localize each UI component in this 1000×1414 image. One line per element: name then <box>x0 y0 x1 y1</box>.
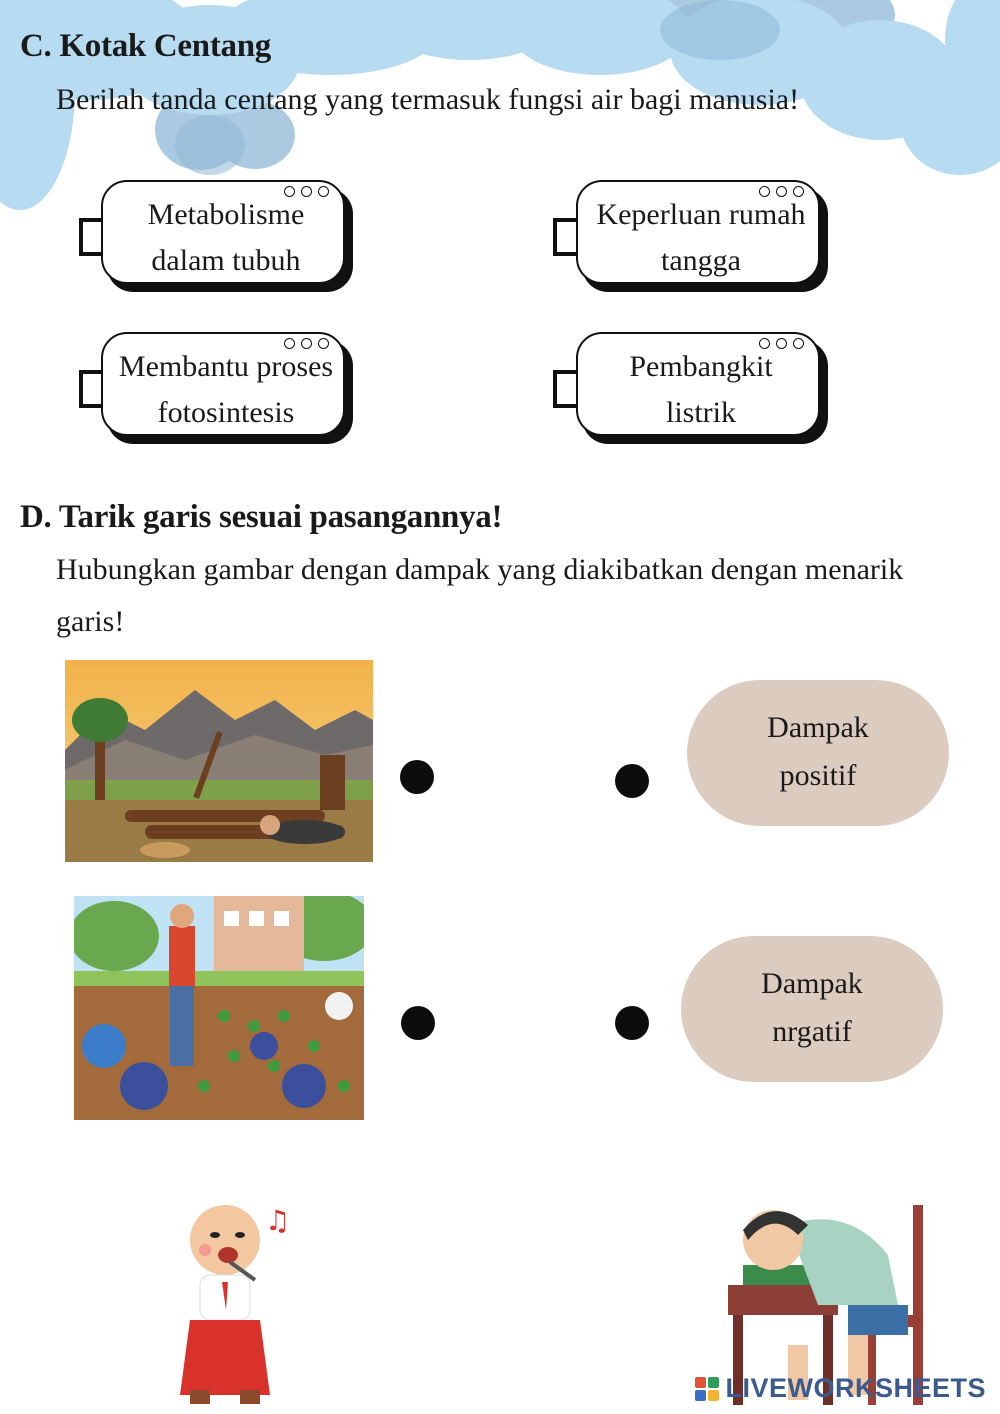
section-d-instruction-line1: Hubungkan gambar dengan dampak yang diakibatkan dengan menarik <box>56 553 904 586</box>
option-3-line1: Membantu proses <box>118 350 334 383</box>
section-c-instruction: Berilah tanda centang yang termasuk fungsi air bagi manusia! <box>56 83 800 116</box>
connector-dot-answer-1[interactable] <box>615 764 649 798</box>
option-card-3 <box>101 332 351 440</box>
liveworksheets-brand <box>695 1373 986 1404</box>
section-c-title: C. Kotak Centang <box>20 28 271 64</box>
option-2-line1: Keperluan rumah <box>596 198 806 231</box>
connector-dot-answer-2[interactable] <box>615 1006 649 1040</box>
answer-pill-positif <box>687 680 949 826</box>
connector-dot-picture-2[interactable] <box>401 1006 435 1040</box>
option-1-line1: Metabolisme <box>147 198 305 231</box>
answer-pill-negatif <box>681 936 943 1082</box>
tree-planting-picture <box>74 896 364 1120</box>
answer-2-line2: nrgatif <box>772 1015 852 1048</box>
option-2-line2: tangga <box>661 244 741 277</box>
option-card-1 <box>101 180 351 288</box>
liveworksheets-logo-icon <box>695 1377 719 1401</box>
brand-text: LIVEWORKSHEETS <box>725 1373 986 1403</box>
svg-text:♫: ♫ <box>265 1204 291 1237</box>
option-card-4 <box>576 332 826 440</box>
section-d-instruction-line2: garis! <box>56 605 125 638</box>
section-d-title: D. Tarik garis sesuai pasangannya! <box>20 499 503 535</box>
option-4-line1: Pembangkit <box>629 350 773 383</box>
option-card-2 <box>576 180 826 288</box>
deforestation-picture <box>65 660 373 862</box>
connector-dot-picture-1[interactable] <box>400 760 434 794</box>
answer-1-line1: Dampak <box>767 711 869 744</box>
option-4-line2: listrik <box>665 396 736 429</box>
option-3-line2: fotosintesis <box>157 396 295 429</box>
answer-1-line2: positif <box>779 759 857 792</box>
option-1-line2: dalam tubuh <box>151 244 301 277</box>
singing-child-illustration <box>170 1200 310 1410</box>
answer-2-line1: Dampak <box>761 967 863 1000</box>
